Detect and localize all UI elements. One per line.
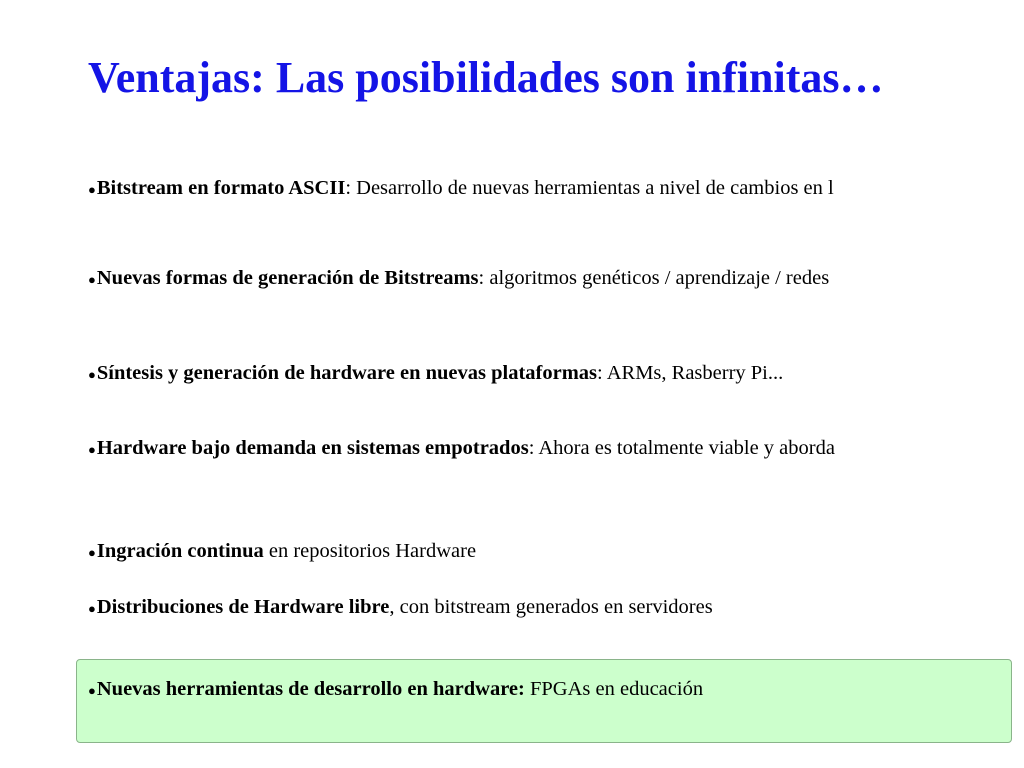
- bullet-marker: ●: [88, 545, 96, 560]
- bullet-bold-text: Nuevas formas de generación de Bitstreams: [96, 267, 479, 289]
- bullet-text: : ARMs, Rasberry Pi...: [597, 362, 784, 384]
- bullet-bold-text: Bitstream en formato ASCII: [96, 177, 346, 199]
- bullet-bold-text: Síntesis y generación de hardware en nuevas plataformas: [96, 362, 598, 384]
- bullet-text: en repositorios Hardware: [263, 540, 477, 562]
- bullet-bold-text: Ingración continua: [96, 540, 264, 562]
- bullet-distribuciones: [88, 595, 1024, 620]
- bullet-nuevas-herramientas: [88, 677, 1024, 702]
- bullet-text: : Ahora es totalmente viable y aborda: [528, 437, 835, 459]
- bullet-marker: ●: [88, 442, 96, 457]
- bullet-text: : algoritmos genéticos / aprendizaje / redes: [478, 267, 830, 289]
- bullet-marker: ●: [88, 367, 96, 382]
- bullet-bold-text: Hardware bajo demanda en sistemas empotrados: [96, 437, 529, 459]
- bullet-sintesis: [88, 361, 1024, 386]
- bullet-hardware-bajo-demanda: [88, 436, 1024, 461]
- bullet-text: , con bitstream generados en servidores: [389, 596, 713, 618]
- bullet-text: FPGAs en educación: [524, 678, 704, 700]
- bullet-marker: ●: [88, 272, 96, 287]
- bullet-bold-text: Nuevas herramientas de desarrollo en hardware:: [96, 678, 525, 700]
- bullet-nuevas-formas: [88, 266, 1024, 291]
- bullet-bold-text: Distribuciones de Hardware libre: [96, 596, 390, 618]
- bullet-marker: ●: [88, 182, 96, 197]
- slide-title: Ventajas: Las posibilidades son infinitas…: [88, 53, 884, 102]
- bullet-bitstream-ascii: [88, 176, 1024, 201]
- bullet-integracion-continua: [88, 539, 1024, 564]
- bullet-text: : Desarrollo de nuevas herramientas a nivel de cambios en l: [345, 177, 834, 199]
- bullet-marker: ●: [88, 601, 96, 616]
- bullet-marker: ●: [88, 683, 96, 698]
